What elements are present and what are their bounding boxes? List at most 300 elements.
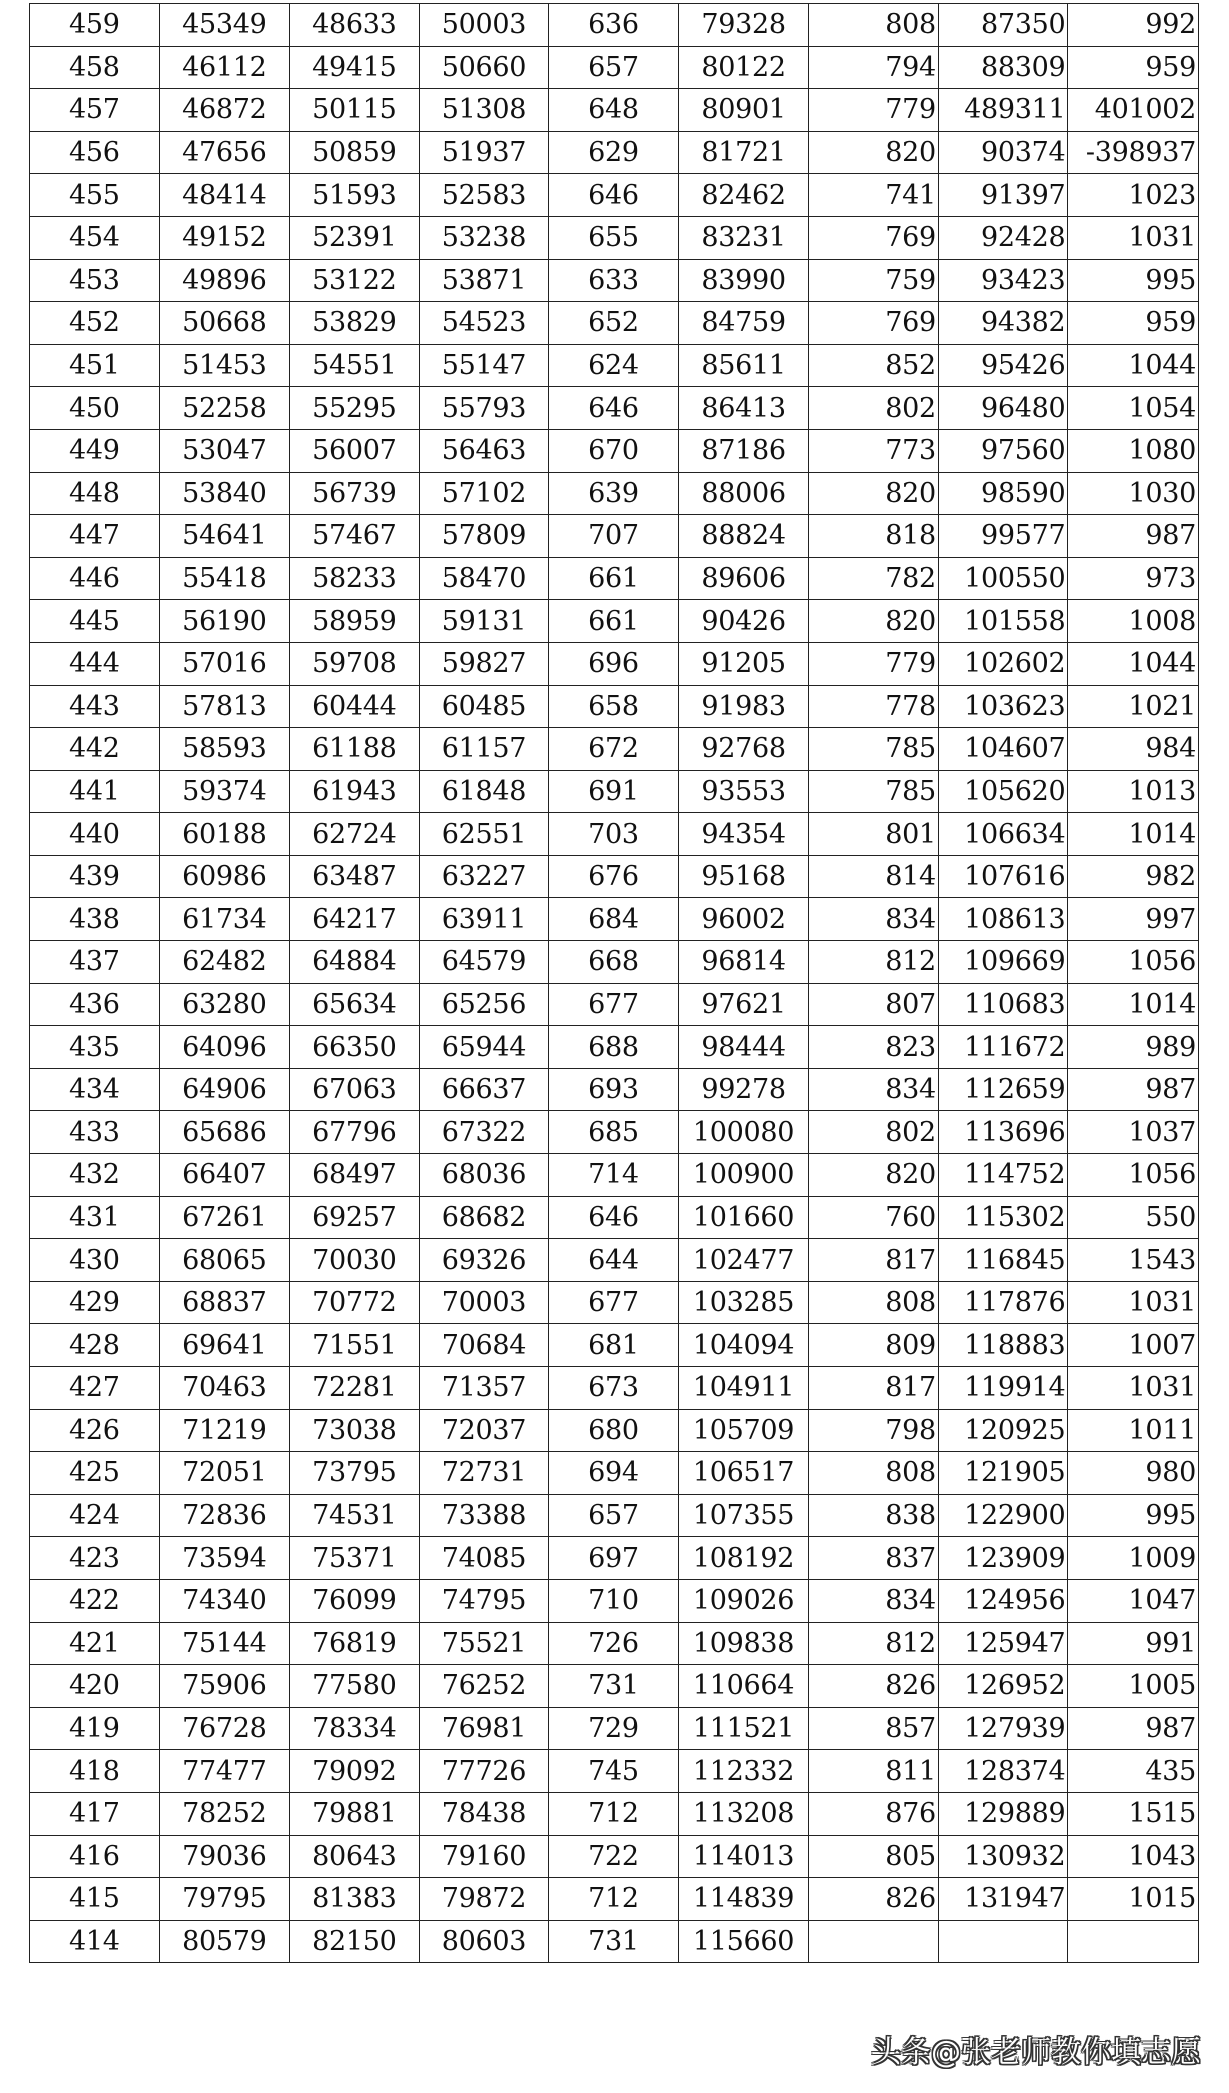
cell-cumulative-a: 71219: [159, 1409, 290, 1452]
table-row: [30, 1622, 1199, 1665]
cell-diff-h: 1014: [1068, 983, 1199, 1026]
table-row: [30, 216, 1199, 259]
cell-cumulative-e: 85611: [678, 344, 809, 387]
cell-count-f: 778: [809, 685, 939, 728]
cell-diff-h: 997: [1068, 898, 1199, 941]
cell-diff-h: 1005: [1068, 1665, 1199, 1708]
table-row: [30, 728, 1199, 771]
cell-cumulative-c: 56463: [419, 429, 549, 472]
cell-count-d: 681: [549, 1324, 679, 1367]
cell-cumulative-e: 92768: [678, 728, 809, 771]
table-row: [30, 46, 1199, 89]
cell-score: 453: [30, 259, 160, 302]
cell-diff-h: 989: [1068, 1026, 1199, 1069]
cell-count-d: 680: [549, 1409, 679, 1452]
table-row: [30, 1579, 1199, 1622]
cell-cumulative-b: 73795: [290, 1452, 420, 1495]
cell-cumulative-b: 67796: [290, 1111, 420, 1154]
cell-count-f: 798: [809, 1409, 939, 1452]
cell-cumulative-b: 70030: [290, 1239, 420, 1282]
cell-diff-h: 982: [1068, 855, 1199, 898]
cell-cumulative-b: 66350: [290, 1026, 420, 1069]
cell-cumulative-g: 127939: [938, 1707, 1068, 1750]
cell-count-f: 826: [809, 1665, 939, 1708]
cell-cumulative-a: 54641: [159, 515, 290, 558]
cell-count-d: 712: [549, 1792, 679, 1835]
cell-cumulative-b: 52391: [290, 216, 420, 259]
cell-cumulative-c: 68036: [419, 1154, 549, 1197]
table-row: [30, 1792, 1199, 1835]
cell-cumulative-b: 51593: [290, 174, 420, 217]
cell-diff-h: 435: [1068, 1750, 1199, 1793]
cell-count-f: 808: [809, 4, 939, 47]
cell-cumulative-g: 109669: [938, 941, 1068, 984]
table-body: [30, 4, 1199, 1963]
cell-count-d: 697: [549, 1537, 679, 1580]
cell-diff-h: 1021: [1068, 685, 1199, 728]
cell-diff-h: 1037: [1068, 1111, 1199, 1154]
cell-cumulative-g: 112659: [938, 1068, 1068, 1111]
table-row: [30, 1707, 1199, 1750]
watermark-text: 头条@张老师教你填志愿: [871, 2035, 1201, 2070]
cell-diff-h: 980: [1068, 1452, 1199, 1495]
cell-diff-h: 1054: [1068, 387, 1199, 430]
cell-cumulative-e: 103285: [678, 1281, 809, 1324]
cell-cumulative-a: 55418: [159, 557, 290, 600]
cell-cumulative-b: 55295: [290, 387, 420, 430]
table-row: [30, 344, 1199, 387]
cell-cumulative-g: 100550: [938, 557, 1068, 600]
cell-count-f: 807: [809, 983, 939, 1026]
cell-cumulative-a: 49896: [159, 259, 290, 302]
cell-cumulative-g: 117876: [938, 1281, 1068, 1324]
table-row: [30, 1324, 1199, 1367]
cell-score: 419: [30, 1707, 160, 1750]
cell-cumulative-a: 58593: [159, 728, 290, 771]
table-row: [30, 1665, 1199, 1708]
cell-diff-h: 992: [1068, 4, 1199, 47]
cell-cumulative-a: 50668: [159, 302, 290, 345]
cell-cumulative-e: 83990: [678, 259, 809, 302]
cell-count-f: 802: [809, 387, 939, 430]
cell-count-f: 741: [809, 174, 939, 217]
cell-cumulative-b: 60444: [290, 685, 420, 728]
cell-cumulative-e: 107355: [678, 1494, 809, 1537]
cell-count-d: 657: [549, 1494, 679, 1537]
cell-cumulative-c: 66637: [419, 1068, 549, 1111]
cell-cumulative-b: 53122: [290, 259, 420, 302]
cell-count-d: 745: [549, 1750, 679, 1793]
cell-score: 421: [30, 1622, 160, 1665]
cell-cumulative-g: 116845: [938, 1239, 1068, 1282]
cell-diff-h: 995: [1068, 1494, 1199, 1537]
cell-score: 420: [30, 1665, 160, 1708]
cell-score: 418: [30, 1750, 160, 1793]
cell-cumulative-g: 94382: [938, 302, 1068, 345]
cell-cumulative-c: 72731: [419, 1452, 549, 1495]
cell-cumulative-g: 98590: [938, 472, 1068, 515]
cell-count-d: 661: [549, 557, 679, 600]
cell-diff-h: 1515: [1068, 1792, 1199, 1835]
cell-cumulative-b: 53829: [290, 302, 420, 345]
cell-cumulative-c: 76252: [419, 1665, 549, 1708]
cell-score: 415: [30, 1878, 160, 1921]
cell-cumulative-c: 55793: [419, 387, 549, 430]
cell-count-d: 624: [549, 344, 679, 387]
cell-count-d: 710: [549, 1579, 679, 1622]
cell-diff-h: 973: [1068, 557, 1199, 600]
cell-score: 425: [30, 1452, 160, 1495]
cell-count-f: 759: [809, 259, 939, 302]
cell-cumulative-b: 80643: [290, 1835, 420, 1878]
cell-cumulative-e: 93553: [678, 770, 809, 813]
cell-diff-h: 991: [1068, 1622, 1199, 1665]
cell-score: 448: [30, 472, 160, 515]
cell-cumulative-e: 110664: [678, 1665, 809, 1708]
cell-cumulative-a: 59374: [159, 770, 290, 813]
table-row: [30, 1281, 1199, 1324]
cell-cumulative-e: 114839: [678, 1878, 809, 1921]
cell-count-f: 805: [809, 1835, 939, 1878]
cell-count-d: 644: [549, 1239, 679, 1282]
cell-cumulative-b: 72281: [290, 1367, 420, 1410]
cell-score: 414: [30, 1920, 160, 1963]
cell-cumulative-c: 69326: [419, 1239, 549, 1282]
cell-count-f: 838: [809, 1494, 939, 1537]
cell-cumulative-c: 61157: [419, 728, 549, 771]
table-row: [30, 642, 1199, 685]
cell-diff-h: 1044: [1068, 642, 1199, 685]
cell-cumulative-e: 109026: [678, 1579, 809, 1622]
cell-diff-h: 1023: [1068, 174, 1199, 217]
cell-count-d: 661: [549, 600, 679, 643]
cell-count-f: 823: [809, 1026, 939, 1069]
cell-count-f: 812: [809, 941, 939, 984]
cell-cumulative-c: 58470: [419, 557, 549, 600]
cell-cumulative-a: 52258: [159, 387, 290, 430]
table-row: [30, 1920, 1199, 1963]
cell-cumulative-e: 87186: [678, 429, 809, 472]
cell-cumulative-c: 50660: [419, 46, 549, 89]
cell-score: 431: [30, 1196, 160, 1239]
cell-count-d: 726: [549, 1622, 679, 1665]
cell-score: 435: [30, 1026, 160, 1069]
cell-cumulative-a: 79795: [159, 1878, 290, 1921]
cell-cumulative-b: 68497: [290, 1154, 420, 1197]
cell-cumulative-g: 118883: [938, 1324, 1068, 1367]
cell-cumulative-e: 88824: [678, 515, 809, 558]
cell-count-d: 722: [549, 1835, 679, 1878]
cell-cumulative-a: 78252: [159, 1792, 290, 1835]
cell-cumulative-c: 75521: [419, 1622, 549, 1665]
cell-diff-h: 984: [1068, 728, 1199, 771]
cell-cumulative-b: 78334: [290, 1707, 420, 1750]
cell-cumulative-a: 60188: [159, 813, 290, 856]
cell-score: 430: [30, 1239, 160, 1282]
cell-cumulative-b: 74531: [290, 1494, 420, 1537]
cell-count-d: 633: [549, 259, 679, 302]
cell-cumulative-c: 73388: [419, 1494, 549, 1537]
cell-count-d: 646: [549, 174, 679, 217]
table-row: [30, 855, 1199, 898]
cell-cumulative-b: 61188: [290, 728, 420, 771]
cell-count-f: 811: [809, 1750, 939, 1793]
table-row: [30, 941, 1199, 984]
cell-score: 426: [30, 1409, 160, 1452]
cell-cumulative-c: 65256: [419, 983, 549, 1026]
table-row: [30, 174, 1199, 217]
cell-cumulative-c: 63227: [419, 855, 549, 898]
cell-count-f: 779: [809, 89, 939, 132]
cell-cumulative-a: 67261: [159, 1196, 290, 1239]
cell-score: 429: [30, 1281, 160, 1324]
cell-cumulative-a: 56190: [159, 600, 290, 643]
table-row: [30, 1537, 1199, 1580]
cell-cumulative-g: 130932: [938, 1835, 1068, 1878]
cell-cumulative-g: 128374: [938, 1750, 1068, 1793]
cell-cumulative-g: 124956: [938, 1579, 1068, 1622]
cell-cumulative-c: 71357: [419, 1367, 549, 1410]
cell-cumulative-e: 97621: [678, 983, 809, 1026]
cell-cumulative-e: 95168: [678, 855, 809, 898]
cell-cumulative-g: 129889: [938, 1792, 1068, 1835]
cell-count-d: 694: [549, 1452, 679, 1495]
cell-cumulative-b: 64217: [290, 898, 420, 941]
cell-score: 438: [30, 898, 160, 941]
cell-cumulative-c: 55147: [419, 344, 549, 387]
cell-cumulative-c: 80603: [419, 1920, 549, 1963]
cell-score: 428: [30, 1324, 160, 1367]
cell-score: 417: [30, 1792, 160, 1835]
cell-cumulative-e: 89606: [678, 557, 809, 600]
cell-score: 423: [30, 1537, 160, 1580]
cell-cumulative-c: 65944: [419, 1026, 549, 1069]
cell-cumulative-a: 49152: [159, 216, 290, 259]
cell-cumulative-c: 72037: [419, 1409, 549, 1452]
cell-diff-h: 1013: [1068, 770, 1199, 813]
cell-cumulative-g: 90374: [938, 131, 1068, 174]
cell-cumulative-b: 79881: [290, 1792, 420, 1835]
cell-cumulative-g: 105620: [938, 770, 1068, 813]
table-row: [30, 898, 1199, 941]
cell-count-d: 688: [549, 1026, 679, 1069]
cell-count-f: [809, 1920, 939, 1963]
cell-cumulative-a: 47656: [159, 131, 290, 174]
cell-diff-h: 959: [1068, 302, 1199, 345]
cell-count-f: 820: [809, 600, 939, 643]
cell-cumulative-a: 75144: [159, 1622, 290, 1665]
cell-count-f: 801: [809, 813, 939, 856]
cell-diff-h: 1015: [1068, 1878, 1199, 1921]
cell-cumulative-e: 104911: [678, 1367, 809, 1410]
cell-count-f: 773: [809, 429, 939, 472]
cell-count-d: 691: [549, 770, 679, 813]
cell-cumulative-b: 50859: [290, 131, 420, 174]
cell-count-f: 814: [809, 855, 939, 898]
table-row: [30, 1154, 1199, 1197]
cell-cumulative-b: 58959: [290, 600, 420, 643]
cell-cumulative-g: 93423: [938, 259, 1068, 302]
cell-count-f: 779: [809, 642, 939, 685]
cell-score: 443: [30, 685, 160, 728]
cell-cumulative-b: 54551: [290, 344, 420, 387]
cell-count-f: 769: [809, 302, 939, 345]
cell-count-f: 812: [809, 1622, 939, 1665]
cell-cumulative-a: 74340: [159, 1579, 290, 1622]
table-row: [30, 1111, 1199, 1154]
cell-cumulative-a: 53840: [159, 472, 290, 515]
table-row: [30, 1367, 1199, 1410]
cell-diff-h: 1030: [1068, 472, 1199, 515]
cell-cumulative-c: 77726: [419, 1750, 549, 1793]
table-row: [30, 89, 1199, 132]
cell-score: 446: [30, 557, 160, 600]
cell-cumulative-g: 88309: [938, 46, 1068, 89]
cell-diff-h: 1044: [1068, 344, 1199, 387]
cell-count-d: 636: [549, 4, 679, 47]
cell-count-d: 670: [549, 429, 679, 472]
cell-cumulative-b: 67063: [290, 1068, 420, 1111]
cell-cumulative-b: 79092: [290, 1750, 420, 1793]
cell-cumulative-e: 98444: [678, 1026, 809, 1069]
cell-score: 459: [30, 4, 160, 47]
cell-cumulative-g: 114752: [938, 1154, 1068, 1197]
cell-count-f: 817: [809, 1239, 939, 1282]
cell-cumulative-g: 92428: [938, 216, 1068, 259]
cell-cumulative-e: 83231: [678, 216, 809, 259]
cell-score: 444: [30, 642, 160, 685]
cell-cumulative-e: 91205: [678, 642, 809, 685]
cell-score: 424: [30, 1494, 160, 1537]
cell-cumulative-a: 61734: [159, 898, 290, 941]
cell-cumulative-c: 60485: [419, 685, 549, 728]
cell-cumulative-e: 100080: [678, 1111, 809, 1154]
cell-cumulative-g: [938, 1920, 1068, 1963]
cell-cumulative-c: 51937: [419, 131, 549, 174]
cell-cumulative-b: 49415: [290, 46, 420, 89]
cell-cumulative-c: 57102: [419, 472, 549, 515]
cell-diff-h: -398937: [1068, 131, 1199, 174]
cell-cumulative-c: 79872: [419, 1878, 549, 1921]
cell-cumulative-c: 62551: [419, 813, 549, 856]
cell-score: 427: [30, 1367, 160, 1410]
cell-cumulative-b: 70772: [290, 1281, 420, 1324]
cell-cumulative-c: 70684: [419, 1324, 549, 1367]
cell-score: 455: [30, 174, 160, 217]
cell-diff-h: 1543: [1068, 1239, 1199, 1282]
cell-cumulative-g: 131947: [938, 1878, 1068, 1921]
cell-cumulative-a: 57016: [159, 642, 290, 685]
cell-cumulative-e: 80901: [678, 89, 809, 132]
cell-cumulative-c: 78438: [419, 1792, 549, 1835]
cell-score: 456: [30, 131, 160, 174]
cell-cumulative-b: 77580: [290, 1665, 420, 1708]
cell-cumulative-g: 106634: [938, 813, 1068, 856]
cell-count-f: 834: [809, 1579, 939, 1622]
cell-cumulative-g: 101558: [938, 600, 1068, 643]
cell-cumulative-c: 59827: [419, 642, 549, 685]
cell-cumulative-a: 60986: [159, 855, 290, 898]
cell-count-d: 731: [549, 1665, 679, 1708]
cell-cumulative-a: 73594: [159, 1537, 290, 1580]
cell-count-d: 655: [549, 216, 679, 259]
cell-cumulative-b: 56739: [290, 472, 420, 515]
cell-cumulative-g: 125947: [938, 1622, 1068, 1665]
table-row: [30, 4, 1199, 47]
cell-cumulative-c: 68682: [419, 1196, 549, 1239]
cell-cumulative-g: 97560: [938, 429, 1068, 472]
cell-score: 441: [30, 770, 160, 813]
cell-cumulative-g: 103623: [938, 685, 1068, 728]
cell-count-d: 696: [549, 642, 679, 685]
cell-count-d: 729: [549, 1707, 679, 1750]
cell-cumulative-c: 61848: [419, 770, 549, 813]
cell-cumulative-e: 84759: [678, 302, 809, 345]
cell-cumulative-a: 51453: [159, 344, 290, 387]
table-row: [30, 387, 1199, 430]
cell-cumulative-c: 74795: [419, 1579, 549, 1622]
cell-count-d: 677: [549, 1281, 679, 1324]
table-row: [30, 1239, 1199, 1282]
cell-cumulative-c: 59131: [419, 600, 549, 643]
cell-cumulative-e: 90426: [678, 600, 809, 643]
cell-score: 437: [30, 941, 160, 984]
cell-cumulative-g: 122900: [938, 1494, 1068, 1537]
cell-diff-h: 401002: [1068, 89, 1199, 132]
cell-cumulative-b: 73038: [290, 1409, 420, 1452]
cell-cumulative-g: 120925: [938, 1409, 1068, 1452]
cell-cumulative-b: 61943: [290, 770, 420, 813]
cell-count-d: 629: [549, 131, 679, 174]
table-row: [30, 1026, 1199, 1069]
cell-cumulative-a: 46112: [159, 46, 290, 89]
cell-cumulative-b: 76099: [290, 1579, 420, 1622]
cell-cumulative-c: 51308: [419, 89, 549, 132]
cell-cumulative-b: 58233: [290, 557, 420, 600]
cell-cumulative-a: 48414: [159, 174, 290, 217]
cell-diff-h: 550: [1068, 1196, 1199, 1239]
cell-cumulative-e: 99278: [678, 1068, 809, 1111]
cell-cumulative-g: 115302: [938, 1196, 1068, 1239]
cell-count-f: 782: [809, 557, 939, 600]
table-row: [30, 685, 1199, 728]
cell-score: 458: [30, 46, 160, 89]
cell-score: 433: [30, 1111, 160, 1154]
cell-cumulative-c: 67322: [419, 1111, 549, 1154]
cell-cumulative-a: 45349: [159, 4, 290, 47]
cell-diff-h: 1043: [1068, 1835, 1199, 1878]
cell-cumulative-g: 107616: [938, 855, 1068, 898]
cell-cumulative-a: 77477: [159, 1750, 290, 1793]
cell-cumulative-c: 76981: [419, 1707, 549, 1750]
table-row: [30, 1750, 1199, 1793]
cell-diff-h: 1031: [1068, 216, 1199, 259]
table-row: [30, 1452, 1199, 1495]
cell-diff-h: 1080: [1068, 429, 1199, 472]
cell-cumulative-g: 108613: [938, 898, 1068, 941]
cell-count-d: 657: [549, 46, 679, 89]
cell-cumulative-e: 106517: [678, 1452, 809, 1495]
cell-count-d: 658: [549, 685, 679, 728]
cell-cumulative-e: 114013: [678, 1835, 809, 1878]
cell-count-f: 818: [809, 515, 939, 558]
cell-cumulative-a: 72836: [159, 1494, 290, 1537]
cell-cumulative-b: 62724: [290, 813, 420, 856]
table-row: [30, 515, 1199, 558]
cell-diff-h: 1009: [1068, 1537, 1199, 1580]
cell-score: 436: [30, 983, 160, 1026]
cell-diff-h: [1068, 1920, 1199, 1963]
